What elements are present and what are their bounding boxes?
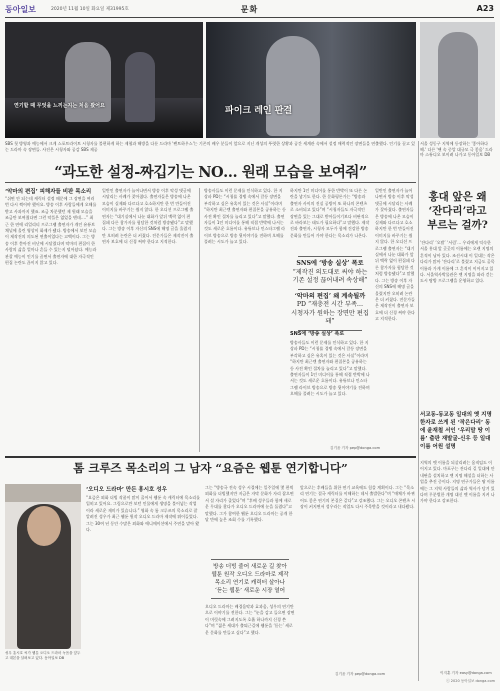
- article-headline-2: 톰 크루즈 목소리의 그 남자 “요즘은 웹툰 연기합니다”: [73, 461, 348, 475]
- sidebar-body: ‘잔다리’ ‘오밤’ ‘서림’… 우리에게 익숙한 서울 홍대 앞 곳곳의 이름에는 오랜 지명의 흔적이 남아 있다. 조선시대 이 일대는 작은 다리가 많아 ‘잔다리’로 불렸고 지금도 골목 이름과 가게 이름에 그 흔적이 이어지고 있다. 서울역사박물관은 옛 지명을 따라 걷는 도시 탐방 프로그램을 운영하고 있다.: [420, 240, 495, 284]
- photo-reality-show-stage: [5, 22, 203, 138]
- article2-body-col-1: “요즘은 외화 더빙 작품이 많이 줄어서 웹툰 속 캐릭터에 목소리를 입히고 있어요. 그림으로만 보던 인물에게 생명을 불어넣는 작업이라 새로운 재미가 있습니다.” 영화 속 톰 크루즈의 목소리로 잘 알려진 성우가 최근 웹툰 원작 오디오 드라마 제작에 뛰어들었다. 그는 30여 년 동안 수많은 외화와 애니메이션에서 주연을 맡아 왔다.: [86, 495, 200, 533]
- article-subhead-1: ‘악마의 편집’ 피해자들 비판 목소리: [5, 189, 92, 195]
- article2-subhead: ‘오디오 드라마’ 만든 흥시호 성우: [86, 487, 167, 493]
- pull-quote-line: ‘악마의 편집’ 왜 계속될까: [294, 292, 366, 300]
- sidebar-headline-line: ‘잔다리’라고: [428, 205, 487, 217]
- page-number: A23: [476, 4, 494, 13]
- pull-quote: [290, 253, 370, 334]
- pull-quote-2-line: ‘듣는 웹툰’ 새로운 시장 열어: [214, 588, 286, 594]
- article2-body-col-2: 그는 “방송국 전속 성우 시절에는 일주일에 몇 편씩 외화를 더빙했지만 지금은 자막 문화가 자리 잡으면서 설 자리가 줄었다”며 “후배 성우들과 함께 새로운 무대를 찾다가 오디오 드라마에 눈을 돌렸다”고 말했다. 그가 참여한 웹툰 오디오 드라마는 공개 한 달 만에 높은 조회 수를 기록했다.: [205, 485, 294, 523]
- sidebar-body-2: 지역의 옛 이름을 되살리려는 움직임도 이어지고 있다. 마포구는 잔다리 길 일대에 안내판을 설치하고 옛 지명 해설을 더하는 사업을 추진 중이다. 지명 연구가들은 땅 이름에는 그 지역 사람들의 삶과 역사가 담겨 있다며 무분별한 개명 대신 옛 이름을 지켜 나가야 한다고 강조한다.: [420, 460, 495, 504]
- article-headline-main: “과도한 설정-짜깁기는 NO… 원래 모습을 보여줘”: [54, 164, 367, 181]
- article-body-col-1: “쉬면 안 되는데 캐릭터 설정 때문에 그 장면을 여러번 다시 찍어야 했어요. 방송 이후 사람들에게 오해를 받고 사과까지 했죠. 조금 차분했던 제 원래 모습을 조금만 보여줬다면 그런 악플은 없었을 텐데….” 최근 한 연애 리얼리티 프로그램 출연자가 개인 유튜브 채널에 올린 영상이 화제가 됐다. 방송에서 보인 모습이 제작진의 의도된 연출이었다는 고백이다. 그는 방송 이후 쏟아진 비난에 시달렸다며 악마의 편집이 한 사람의 삶을 얼마나 흔들 수 있는지 털어놨다. 예능과 관찰 예능이 인기를 끌면서 출연자에 대한 자극적인 편집 논란도 끊이지 않고 있다.: [5, 196, 97, 266]
- article-body-col-4b: 방송사들도 이런 문제를 인식하고 있다. 한 지상파 PD는 “시청률 경쟁 속에서 갈등 장면을 부각하고 싶은 유혹이 있는 것은 사실”이라며 “하지만 최근엔 출연자와 편집본을 공유하는 등 사전 확인 절차를 늘리고 있다”고 말했다. 출연자들이 1인 미디어를 통해 직접 반박에 나서는 것도 새로운 흐름이다. 유튜브나 인스타그램 라이브 방송으로 방송 뒷이야기를 전하며 오해를 풀려는 시도가 늘고 있다.: [290, 340, 370, 397]
- article2-byline: 김기윤 기자 pep@donga.com: [335, 672, 386, 676]
- pull-quote-line: PD “재충전 시간 부족…: [296, 301, 364, 308]
- column-divider: [199, 188, 200, 452]
- pull-quote-line: SNS에 ‘방송 실상’ 폭로: [296, 260, 364, 267]
- pull-quote-2-line: 목소리 연기로 캐릭터 살아나: [214, 580, 286, 586]
- photo-drama-scene: [206, 22, 416, 138]
- article2-body-col-4: 앞으로는 후배들을 위한 연기 교육에도 힘쓸 계획이다. 그는 “목소리 연기는 결국 캐릭터를 이해하는 데서 출발한다”며 “매체가 바뀌어도 좋은 연기의 본질은 같다”고 강조했다. 그는 오디오 콘텐츠 시장이 커지면서 성우라는 직업도 다시 주목받을 것이라고 내다봤다.: [300, 485, 416, 510]
- article2-body-col-3: 오디오 드라마는 배경음악과 효과음, 성우의 연기만으로 이야기를 전한다. 그는 “눈을 감고 들으면 장면이 머릿속에 그려지도록 호흡 하나까지 신경 쓴다”며 “젊은 세대가 출퇴근길에 웹툰을 ‘듣는’ 새로운 문화를 만들고 싶다”고 했다.: [205, 604, 295, 635]
- article-subhead-2: SNS에 ‘방송 실상’ 폭로: [290, 331, 345, 337]
- article-body-col-2: 일반인 출연자가 늘어나면서 방송 이후 악성 댓글에 시달리는 사례가 잦아졌다. 출연자들은 방송에 나온 모습이 실제와 다르다고 호소하지만 한 번 만들어진 이미지를 바꾸기는 쉽지 않다. 한 오디션 프로그램 출연자는 “대기실에서 나눈 대화가 앞뒤 맥락 없이 편집돼 다른 참가자를 험담한 것처럼 방송됐다”고 말했다. 그는 방송 이후 자신의 SNS에 해명 글을 올렸지만 오히려 논란은 더 커졌다. 전문가들은 제작진이 출연자 보호에 더 신경 써야 한다고 지적한다.: [102, 188, 194, 245]
- pull-quote-2: [205, 556, 295, 602]
- article-body-col-3: 방송사들도 이런 문제를 인식하고 있다. 한 지상파 PD는 “시청률 경쟁 속에서 갈등 장면을 부각하고 싶은 유혹이 있는 것은 사실”이라며 “하지만 최근엔 출연자와 편집본을 공유하는 등 사전 확인 절차를 늘리고 있다”고 말했다. 출연자들이 1인 미디어를 통해 직접 반박에 나서는 것도 새로운 흐름이다. 유튜브나 인스타그램 라이브 방송으로 방송 뒷이야기를 전하며 오해를 풀려는 시도가 늘고 있다.: [204, 188, 286, 245]
- issue-date: 2020년 11월 10일 화요일 제31995호: [51, 7, 129, 12]
- article-body-col-5: 일반인 출연자가 늘어나면서 방송 이후 악성 댓글에 시달리는 사례가 잦아졌다. 출연자들은 방송에 나온 모습이 실제와 다르다고 호소하지만 한 번 만들어진 이미지를 바꾸기는 쉽지 않다. 한 오디션 프로그램 출연자는 “대기실에서 나눈 대화가 앞뒤 맥락 없이 편집돼 다른 참가자를 험담한 것처럼 방송됐다”고 말했다. 그는 방송 이후 자신의 SNS에 해명 글을 올렸지만 오히려 논란은 더 커졌다. 전문가들은 제작진이 출연자 보호에 더 신경 써야 한다고 지적한다.: [375, 188, 415, 322]
- photo-caption-main: SBS 첫 방영과 예능에서 크게 스포트라이트 시청자를 불편하게 하는 제협과 해방을 다룬 드라마 '펜트하우스'는 기존의 배우 분들이 앞으로 지닌 개성의 뚜렷한 상황과 공간 세계관 속에서 설정 매력적인 장면들을 연출했다. 인기를 끌고 있는 드라마 속 장면들. 사진은 시청자와 공감 SBS 제공: [5, 141, 415, 152]
- pull-quote-line: 기존 설정 끊어내려 속상해”: [292, 277, 368, 284]
- pull-quote-2-line: 웹툰 원작 오디오 드라마로 제작: [211, 572, 289, 578]
- pull-quote-line: 시청자가 원하는 장면만 편집돼”: [291, 309, 369, 325]
- pull-quote-2-line: 방송 더빙 줄어 새로운 길 찾아: [213, 564, 287, 570]
- photo-caption-right: 서울 성동구 지역에 등장하는 '좋아하다 해.' 다른 '팬 속 중앙 대규모 극 좋음' 드라마 스튜디오 보이려 나가고 동아일보 DB: [420, 141, 493, 157]
- photo-voice-actor: [5, 484, 81, 649]
- divider: [5, 182, 416, 183]
- photo-sidebar-street: [420, 22, 495, 138]
- newspaper-logo: 동아일보: [5, 5, 36, 14]
- section-divider: [5, 456, 416, 458]
- sidebar-divider: [418, 141, 419, 681]
- photo-overlay-text-1: 연기할 때 무엇을 느끼는지는 처음 봤어요: [14, 103, 105, 109]
- photo-overlay-text-2: 파이크 레인 판결: [225, 106, 293, 116]
- sidebar-headline-line: 부르는 걸까?: [427, 219, 488, 231]
- section-title: 문화: [240, 5, 259, 14]
- photo-caption-voice-actor: 성우 흥시호 씨가 웹툰 오디오 드라마 녹음을 앞두고 대본을 살펴보고 있다. 동아일보 DB: [5, 651, 81, 660]
- sidebar-headline-line: 홍대 앞은 왜: [428, 191, 487, 203]
- sidebar-byline: 이지훈 기자 easy@donga.com: [440, 671, 492, 675]
- sidebar-headline: [420, 190, 495, 232]
- article1-byline: 김기윤 기자 pep@donga.com: [330, 446, 381, 450]
- copyright: ⓒ 2020 동아일보 donga.com: [446, 679, 495, 683]
- article-body-col-4a: 하지만 1인 미디어를 통한 반박이 또 다른 논란을 낳기도 한다. 한 문화평론가는 “방송과 출연자 사이의 진실 공방이 또 하나의 콘텐츠로 소비되고 있다”며 “시청자들도 자극적인 장면을 있는 그대로 받아들이기보다 비판적으로 바라보는 태도가 필요하다”고 말했다. 제작진과 출연자, 시청자 모두가 함께 건강한 방송 문화를 만들어 가야 한다는 목소리가 나온다.: [290, 188, 370, 238]
- pull-quote-line: “제작진 의도대로 써야 하는: [292, 268, 368, 276]
- sidebar-subhead: 서교동-동교동 일대의 옛 지명 한자로 쓰게 된 ‘작은다리’ 동에 윤재철 서인 ‘우리말 땅 이름’ 출판 재발굴-신우 등 일대 이름 어원 설명: [420, 412, 492, 450]
- page-header: [5, 3, 494, 18]
